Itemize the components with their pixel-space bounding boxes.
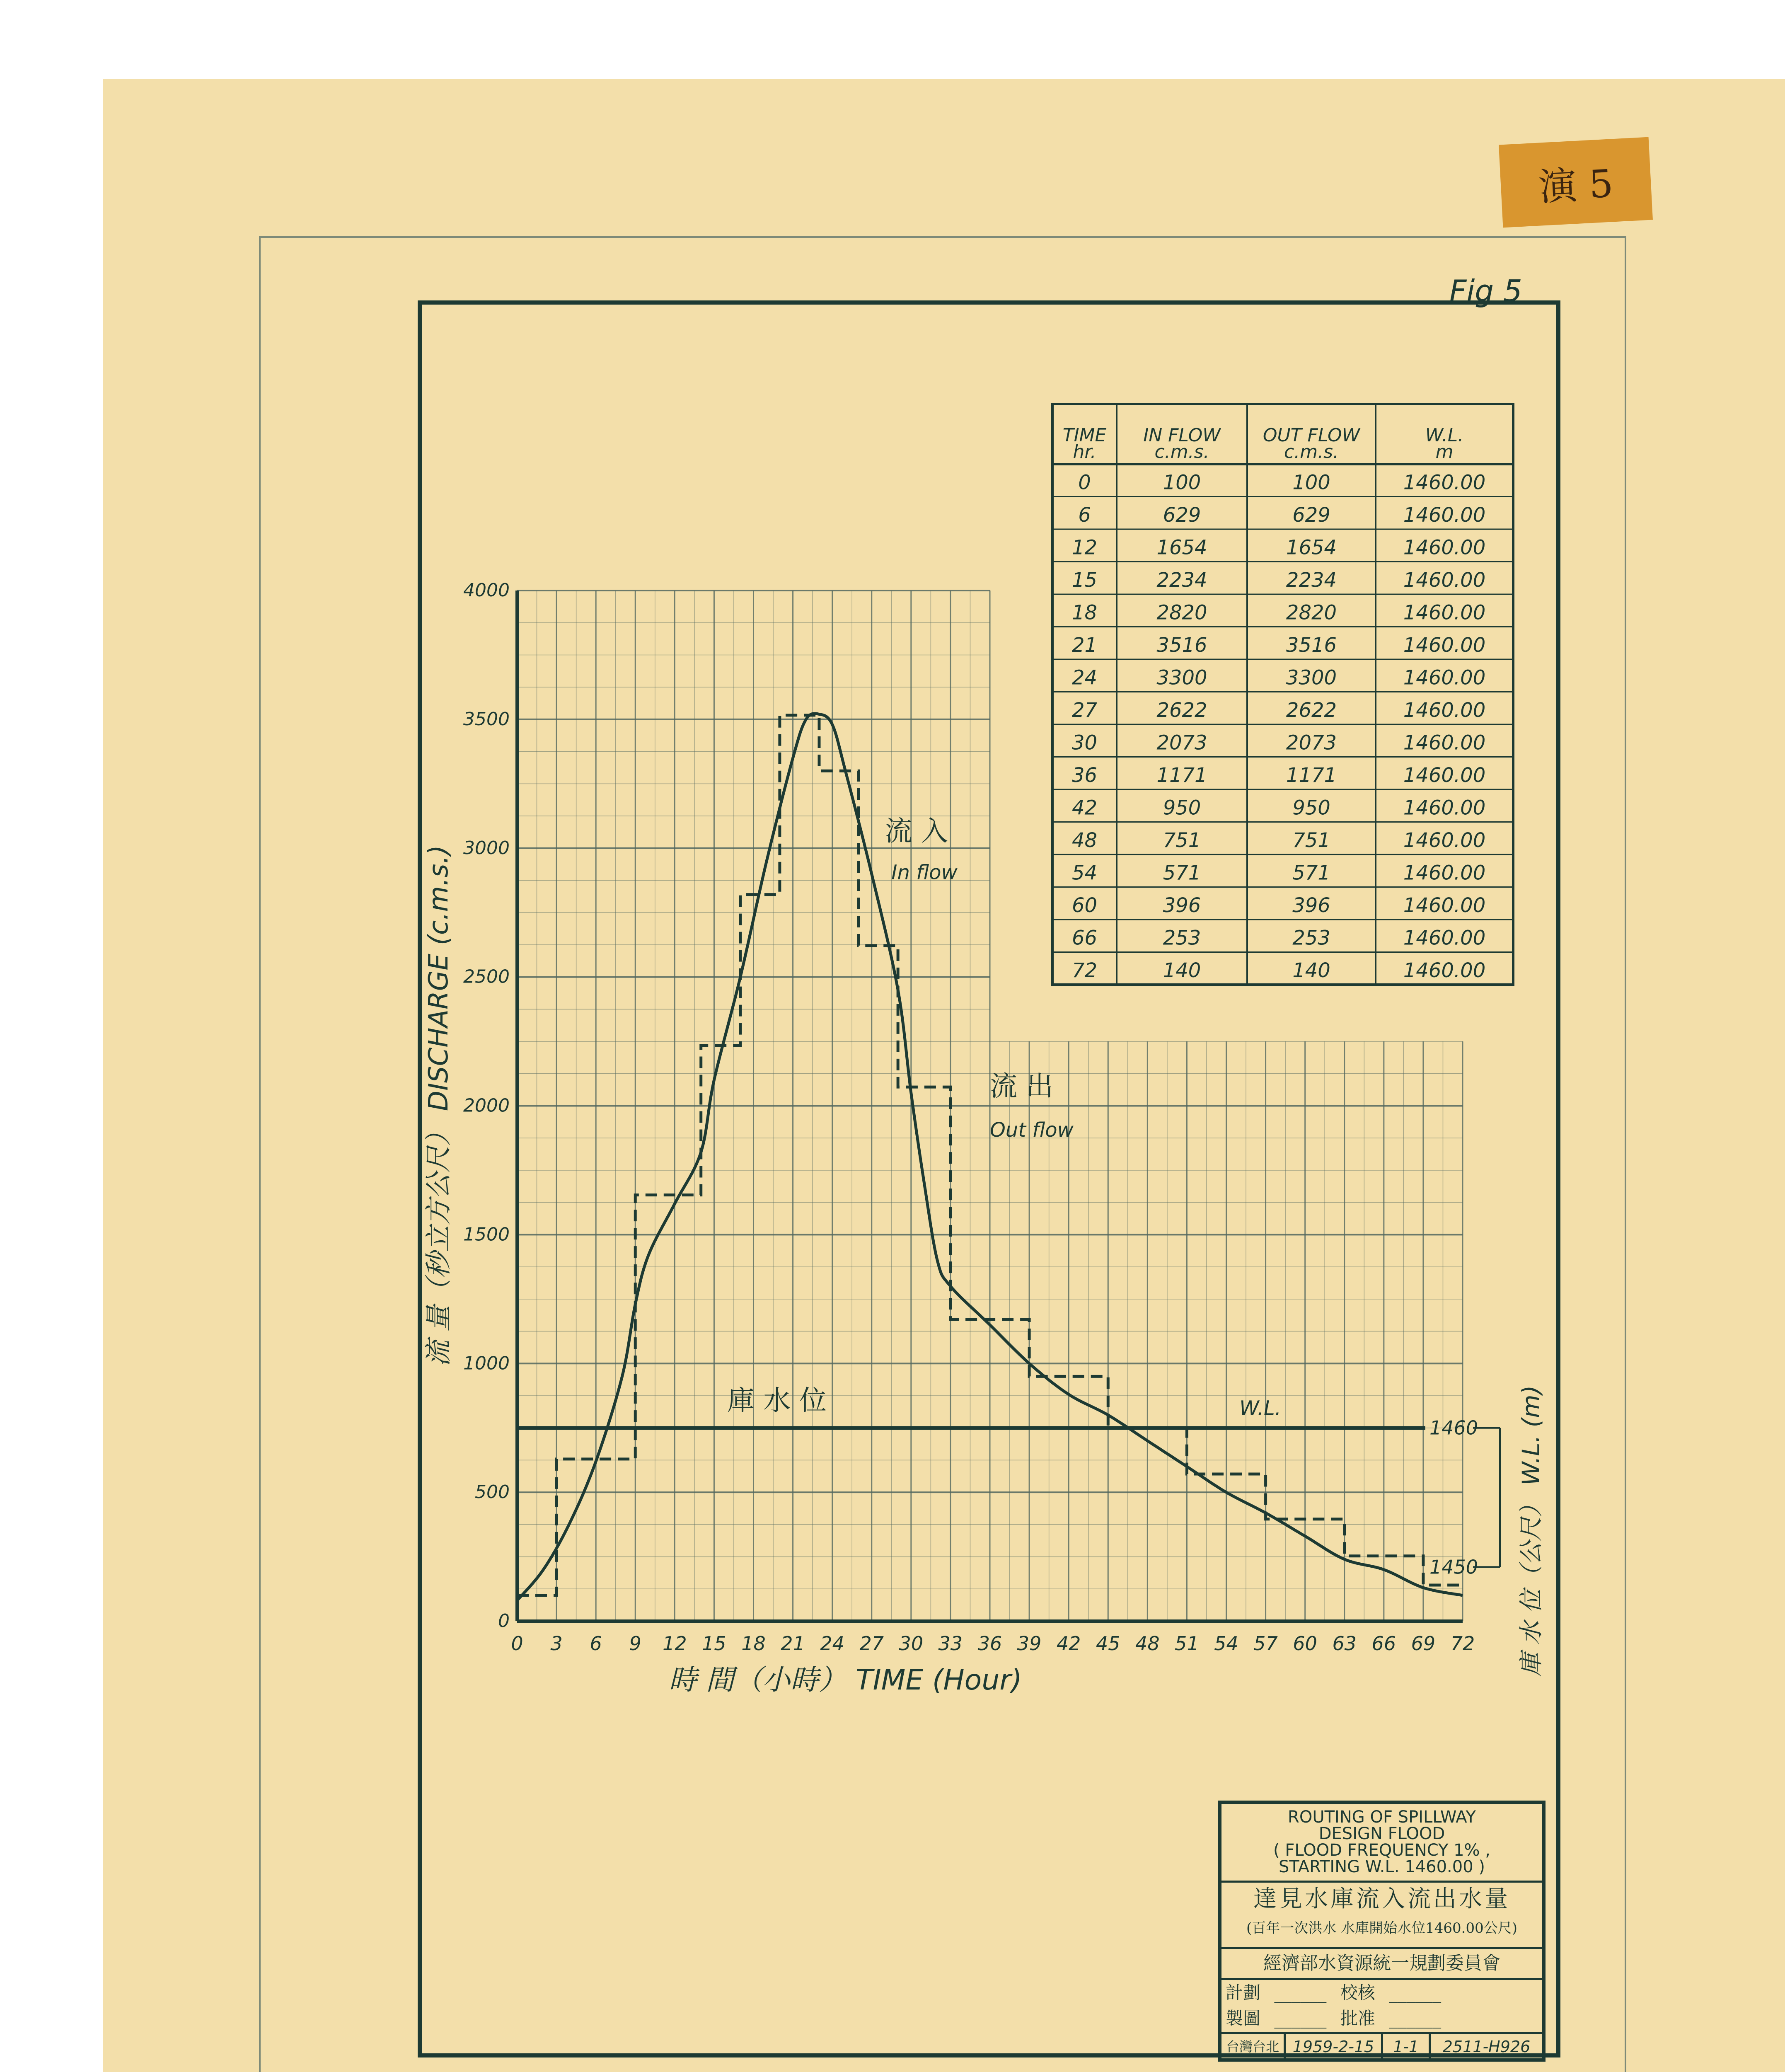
approve-blank: ______ bbox=[1389, 2008, 1442, 2028]
table-header-unit-3: m bbox=[1435, 441, 1454, 462]
table-cell: 2622 bbox=[1286, 699, 1337, 722]
drawing-info-row bbox=[1221, 2034, 1542, 2062]
chart-annotation-3: Out flow bbox=[990, 1118, 1074, 1142]
x-tick-label: 27 bbox=[859, 1632, 884, 1655]
table-cell: 100 bbox=[1292, 471, 1330, 494]
x-tick-label: 39 bbox=[1017, 1632, 1042, 1655]
x-tick-label: 48 bbox=[1135, 1632, 1160, 1655]
date-cell: 1959-2-15 bbox=[1286, 2034, 1383, 2062]
table-header-unit-2: c.m.s. bbox=[1284, 441, 1339, 462]
table-cell: 1460.00 bbox=[1403, 764, 1486, 787]
x-tick-label: 3 bbox=[550, 1632, 563, 1655]
table-cell: 21 bbox=[1071, 634, 1098, 657]
table-cell: 3300 bbox=[1286, 666, 1337, 690]
table-cell: 1460.00 bbox=[1403, 634, 1486, 657]
signature-row-1 bbox=[1226, 1980, 1542, 2006]
x-tick-label: 69 bbox=[1411, 1632, 1436, 1655]
table-cell: 140 bbox=[1163, 959, 1201, 982]
table-cell: 0 bbox=[1078, 471, 1091, 494]
table-cell: 66 bbox=[1071, 926, 1098, 950]
title-english bbox=[1221, 1804, 1542, 1883]
table-cell: 2820 bbox=[1156, 601, 1207, 625]
table-cell: 2820 bbox=[1286, 601, 1337, 625]
table-header-unit-1: c.m.s. bbox=[1154, 441, 1209, 462]
y-tick-label: 1500 bbox=[463, 1224, 510, 1245]
x-tick-label: 60 bbox=[1293, 1632, 1317, 1655]
wl-tick-label: 1460 bbox=[1429, 1416, 1478, 1439]
table-cell: 253 bbox=[1292, 926, 1330, 950]
table-cell: 571 bbox=[1292, 861, 1330, 885]
chart-annotation-5: W.L. bbox=[1239, 1397, 1282, 1420]
y-tick-label: 0 bbox=[498, 1610, 510, 1631]
title-cn-line-2: (百年一次洪水 水庫開始水位1460.00公尺) bbox=[1246, 1920, 1517, 1936]
title-en-line-3: ( FLOOD FREQUENCY 1% , bbox=[1273, 1841, 1490, 1860]
title-cn-line-1: 達見水庫流入流出水量 bbox=[1253, 1886, 1510, 1912]
table-cell: 1460.00 bbox=[1403, 569, 1486, 592]
table-cell: 1171 bbox=[1156, 764, 1207, 787]
chart-annotation-4: 庫 水 位 bbox=[727, 1385, 827, 1417]
x-tick-label: 57 bbox=[1253, 1632, 1278, 1655]
table-cell: 2073 bbox=[1156, 731, 1207, 755]
plan-label: 計劃 bbox=[1226, 1982, 1261, 2003]
table-cell: 571 bbox=[1163, 861, 1201, 885]
x-tick-label: 33 bbox=[938, 1632, 963, 1655]
x-tick-label: 63 bbox=[1332, 1632, 1357, 1655]
table-cell: 2622 bbox=[1156, 699, 1207, 722]
table-cell: 253 bbox=[1163, 926, 1201, 950]
x-tick-label: 30 bbox=[899, 1632, 924, 1655]
x-tick-label: 66 bbox=[1371, 1632, 1396, 1655]
y2-axis-title: 庫 水 位（公尺） W.L. (m) bbox=[1517, 1385, 1545, 1677]
x-tick-label: 9 bbox=[629, 1632, 641, 1655]
x-tick-label: 15 bbox=[702, 1632, 726, 1655]
table-cell: 1171 bbox=[1286, 764, 1337, 787]
title-en-line-2: DESIGN FLOOD bbox=[1318, 1824, 1445, 1843]
title-agency: 經濟部水資源統一規劃委員會 bbox=[1221, 1949, 1542, 1980]
x-tick-label: 42 bbox=[1056, 1632, 1081, 1655]
table-cell: 1460.00 bbox=[1403, 926, 1486, 950]
x-tick-label: 12 bbox=[663, 1632, 687, 1655]
table-cell: 15 bbox=[1071, 569, 1098, 592]
chart-labels bbox=[423, 815, 1545, 1697]
x-tick-label: 54 bbox=[1214, 1632, 1238, 1655]
check-blank: ______ bbox=[1389, 1982, 1442, 2003]
table-cell: 1460.00 bbox=[1403, 536, 1486, 559]
table-cell: 1460.00 bbox=[1403, 894, 1486, 917]
table-cell: 27 bbox=[1071, 699, 1098, 722]
table-cell: 24 bbox=[1071, 666, 1098, 690]
y-tick-label: 2000 bbox=[463, 1095, 510, 1116]
table-header-1: IN FLOW bbox=[1143, 425, 1221, 446]
table-cell: 3516 bbox=[1286, 634, 1337, 657]
table-cell: 1460.00 bbox=[1403, 601, 1486, 625]
table-cell: 1460.00 bbox=[1403, 666, 1486, 690]
table-cell: 36 bbox=[1071, 764, 1098, 787]
check-label: 校核 bbox=[1340, 1982, 1375, 2003]
table-cell: 6 bbox=[1078, 503, 1091, 527]
table-cell: 60 bbox=[1071, 894, 1098, 917]
title-en-line-4: STARTING W.L. 1460.00 ) bbox=[1279, 1857, 1485, 1876]
table-header-3: W.L. bbox=[1425, 425, 1464, 446]
table-cell: 751 bbox=[1163, 829, 1201, 852]
table-header-unit-0: hr. bbox=[1073, 441, 1096, 462]
table-cell: 54 bbox=[1071, 861, 1098, 885]
table-cell: 1460.00 bbox=[1403, 829, 1486, 852]
table-cell: 2234 bbox=[1156, 569, 1207, 592]
table-cell: 42 bbox=[1071, 796, 1098, 820]
table-cell: 2234 bbox=[1286, 569, 1337, 592]
table-cell: 751 bbox=[1292, 829, 1330, 852]
table-cell: 1654 bbox=[1156, 536, 1207, 559]
y-axis-title: 流 量（秒立方公尺） DISCHARGE (c.m.s.) bbox=[423, 845, 454, 1367]
table-cell: 629 bbox=[1292, 503, 1330, 527]
x-tick-label: 51 bbox=[1175, 1632, 1199, 1655]
place-cell: 台灣台北 bbox=[1221, 2034, 1286, 2062]
sheet-sticker: 演 5 bbox=[1499, 137, 1653, 228]
table-cell: 18 bbox=[1071, 601, 1098, 625]
drawing-no-cell: 2511-H926 bbox=[1442, 2038, 1531, 2056]
table-header-0: TIME bbox=[1062, 425, 1107, 446]
table-cell: 140 bbox=[1292, 959, 1330, 982]
chart-annotation-2: 流 出 bbox=[990, 1070, 1053, 1102]
table-cell: 30 bbox=[1071, 731, 1098, 755]
y-tick-label: 3500 bbox=[463, 708, 510, 730]
sheet-cell: 1-1 bbox=[1383, 2034, 1431, 2062]
x-tick-label: 18 bbox=[741, 1632, 766, 1655]
x-tick-label: 6 bbox=[590, 1632, 602, 1655]
title-block bbox=[1218, 1801, 1546, 2062]
title-en-line-1: ROUTING OF SPILLWAY bbox=[1288, 1808, 1476, 1827]
table-cell: 629 bbox=[1163, 503, 1201, 527]
y-tick-label: 500 bbox=[475, 1481, 510, 1503]
table-cell: 1460.00 bbox=[1403, 861, 1486, 885]
table-cell: 1460.00 bbox=[1403, 796, 1486, 820]
table-cell: 3516 bbox=[1156, 634, 1207, 657]
table-cell: 12 bbox=[1071, 536, 1098, 559]
table-cell: 1460.00 bbox=[1403, 503, 1486, 527]
chart-annotation-0: 流 入 bbox=[885, 815, 948, 847]
table-cell: 1654 bbox=[1286, 536, 1337, 559]
y-tick-label: 3000 bbox=[463, 837, 510, 859]
table-cell: 2073 bbox=[1286, 731, 1337, 755]
figure-label: Fig 5 bbox=[1449, 274, 1522, 308]
table-cell: 100 bbox=[1163, 471, 1201, 494]
table-header-2: OUT FLOW bbox=[1263, 425, 1360, 446]
y-tick-label: 2500 bbox=[463, 966, 510, 988]
table-cell: 72 bbox=[1071, 959, 1098, 982]
table-cell: 1460.00 bbox=[1403, 471, 1486, 494]
table-cell: 1460.00 bbox=[1403, 959, 1486, 982]
title-chinese bbox=[1221, 1883, 1542, 1949]
x-tick-label: 21 bbox=[781, 1632, 805, 1655]
table-cell: 396 bbox=[1292, 894, 1330, 917]
x-tick-label: 36 bbox=[977, 1632, 1002, 1655]
x-tick-label: 0 bbox=[511, 1632, 523, 1655]
table-cell: 396 bbox=[1163, 894, 1201, 917]
approve-label: 批准 bbox=[1340, 2008, 1375, 2028]
wl-tick-label: 1450 bbox=[1429, 1556, 1478, 1578]
signature-block bbox=[1221, 1980, 1542, 2034]
draw-blank: ______ bbox=[1274, 2008, 1327, 2028]
x-axis-title: 時 間（小時） TIME (Hour) bbox=[668, 1664, 1022, 1697]
table-cell: 3300 bbox=[1156, 666, 1207, 690]
y-tick-label: 1000 bbox=[463, 1353, 510, 1374]
table-cell: 950 bbox=[1163, 796, 1201, 820]
plan-blank: ______ bbox=[1274, 1982, 1327, 2003]
table-cell: 1460.00 bbox=[1403, 731, 1486, 755]
chart-annotation-1: In flow bbox=[891, 861, 958, 884]
x-tick-label: 24 bbox=[820, 1632, 844, 1655]
table-cell: 950 bbox=[1292, 796, 1330, 820]
x-tick-label: 72 bbox=[1450, 1632, 1475, 1655]
signature-row-2 bbox=[1226, 2006, 1542, 2031]
draw-label: 製圖 bbox=[1226, 2008, 1261, 2028]
y-tick-label: 4000 bbox=[463, 580, 510, 601]
data-table bbox=[1052, 404, 1513, 985]
table-cell: 1460.00 bbox=[1403, 699, 1486, 722]
x-tick-label: 45 bbox=[1096, 1632, 1120, 1655]
table-cell: 48 bbox=[1071, 829, 1098, 852]
